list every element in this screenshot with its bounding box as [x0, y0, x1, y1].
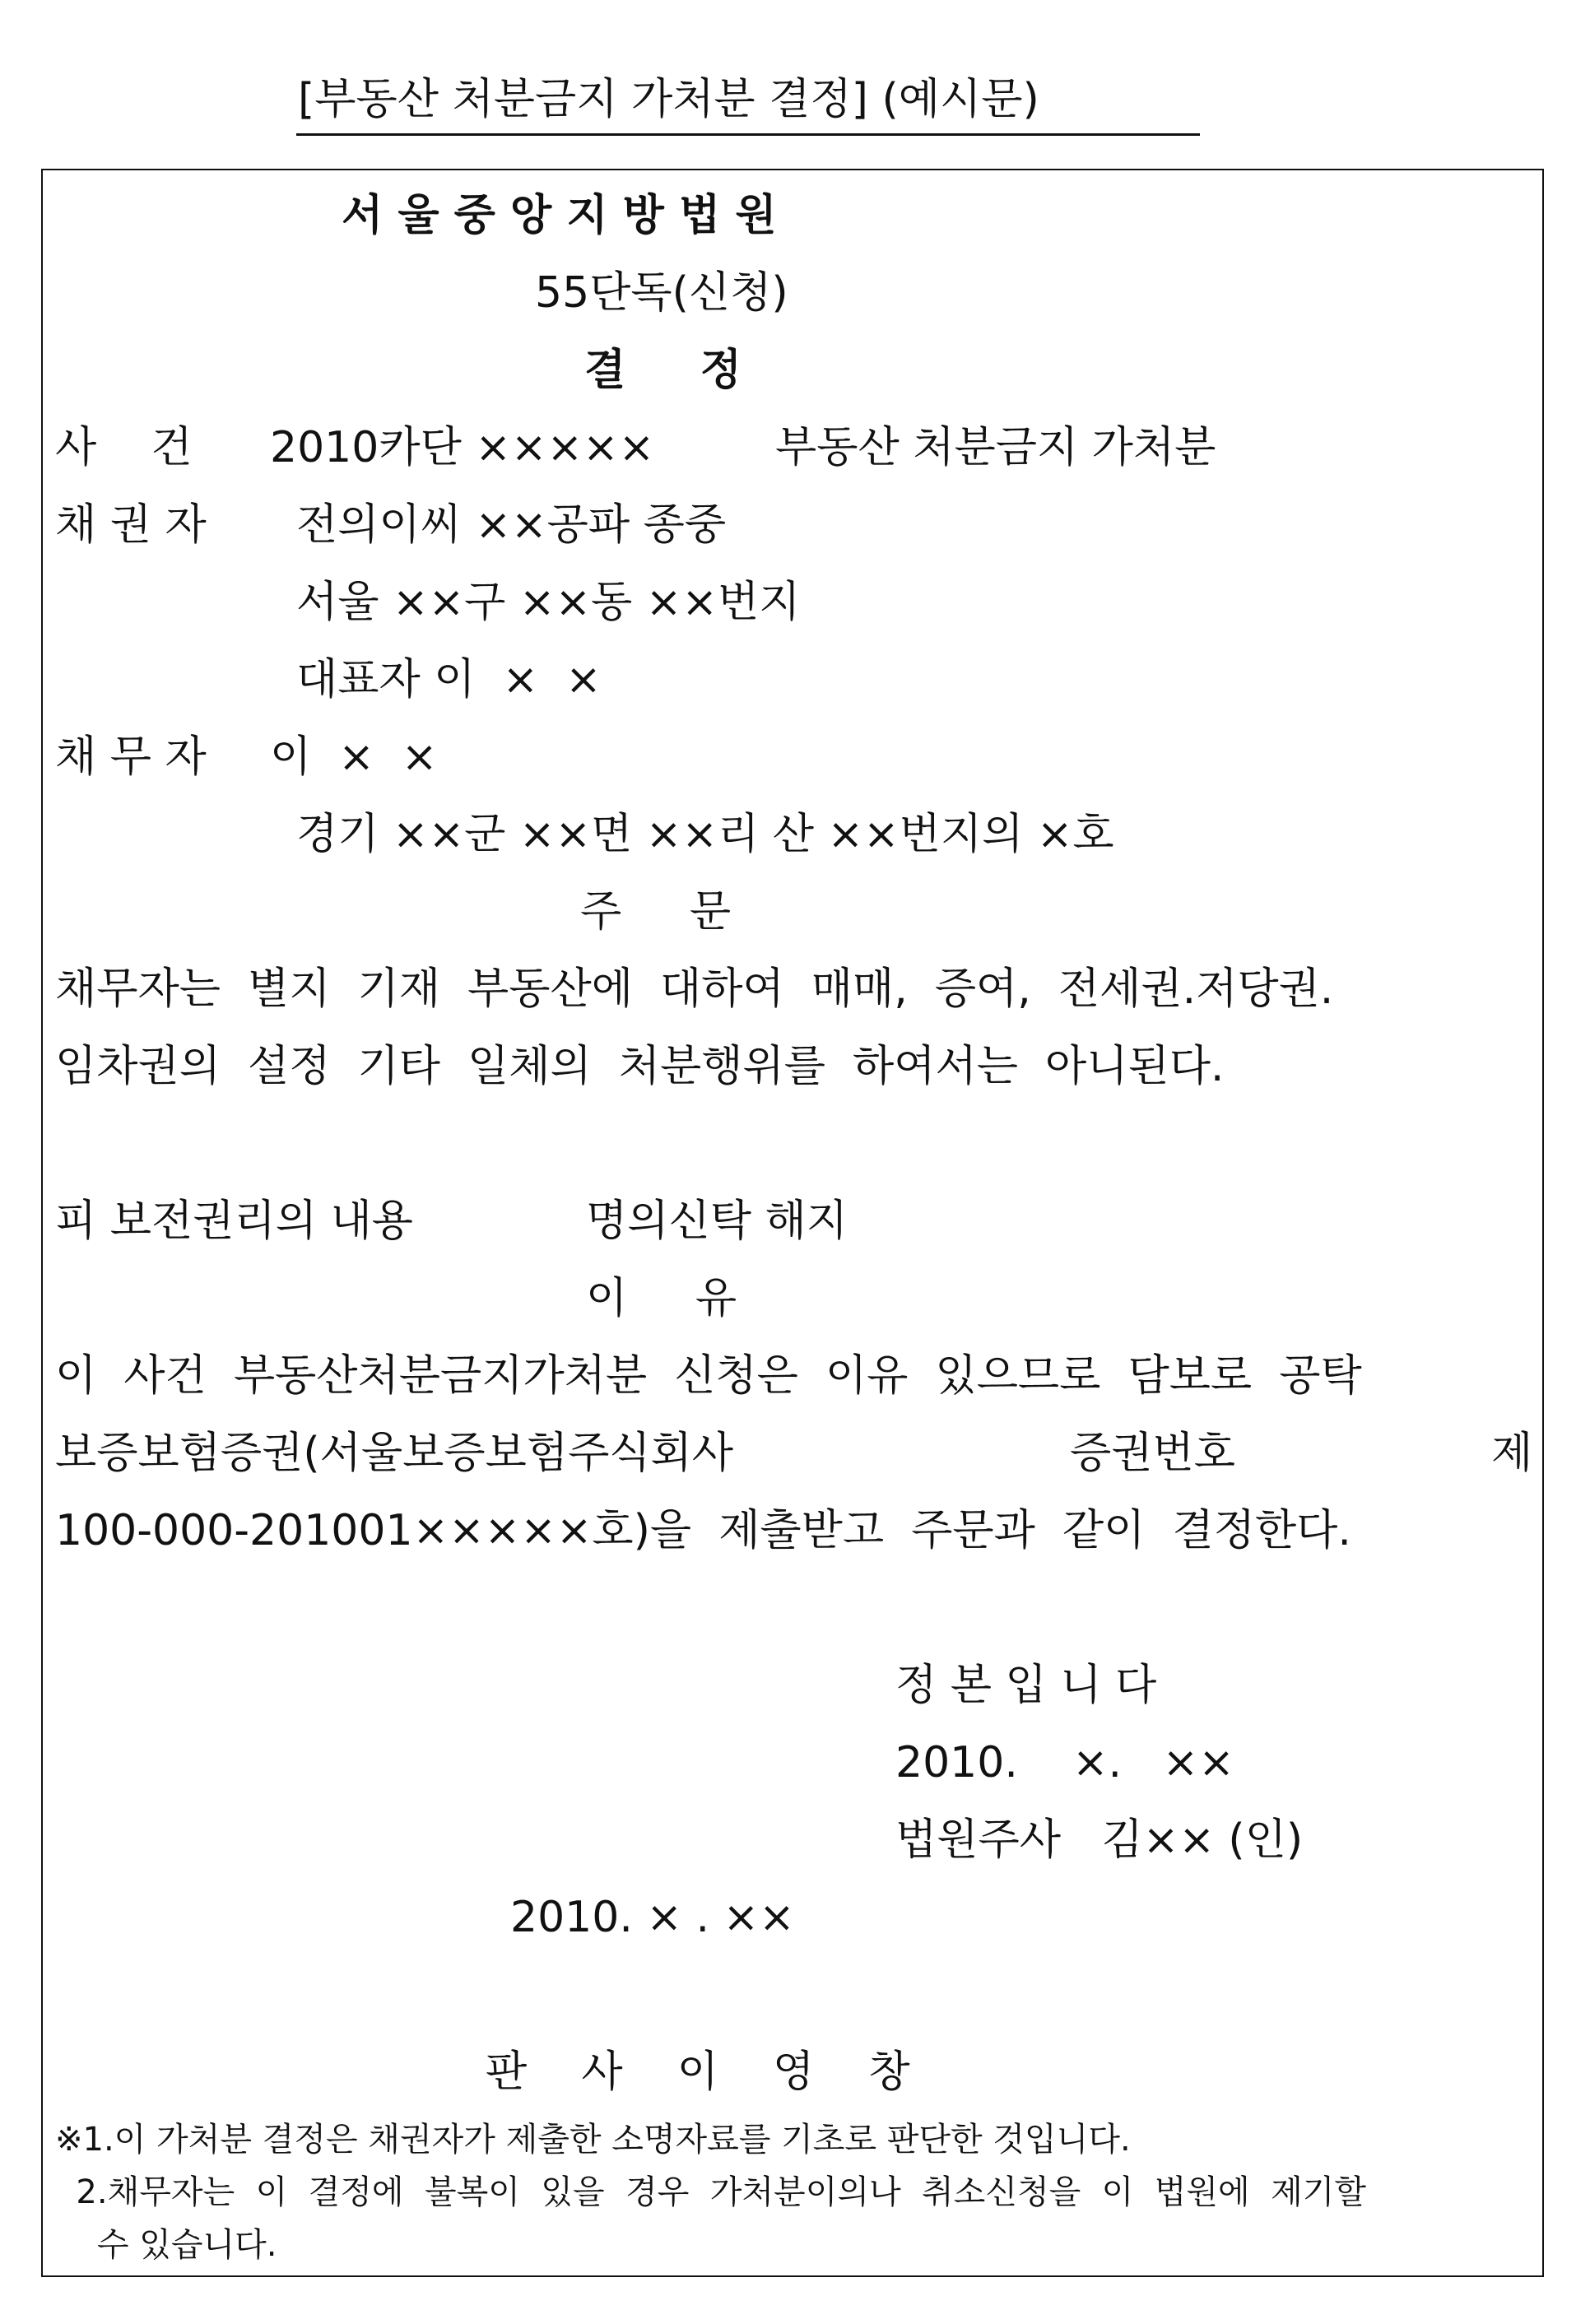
reason-line: 100-000-201001×××××호)을 제출받고 주문과 같이 결정한다.	[55, 1506, 1351, 1555]
debtor-label: 채 무 자	[55, 732, 207, 782]
certified-copy-stamp: 정 본 입 니 다	[895, 1661, 1157, 1710]
certification-date: 2010. ×. ××	[895, 1738, 1234, 1787]
reason-heading: 이 유	[586, 1274, 737, 1323]
court-division: 55단독(신청)	[535, 268, 788, 318]
case-label: 사 건	[55, 423, 193, 472]
reason-line: 증권번호	[1070, 1429, 1235, 1478]
debtor-name: 이 × ×	[270, 732, 438, 782]
creditor-label: 채 권 자	[55, 500, 207, 550]
court-name: 서 울 중 앙 지 방 법 원	[342, 191, 777, 240]
judge-name: 판 사 이 영 창	[486, 2047, 910, 2097]
order-line: 임차권의 설정 기타 일체의 처분행위를 하여서는 아니된다.	[55, 1042, 1225, 1091]
title-underline	[296, 133, 1200, 136]
document-title: [부동산 처분금지 가처분 결정] (예시문)	[298, 75, 1039, 124]
reason-line: 이 사건 부동산처분금지가처분 신청은 이유 있으므로 담보로 공탁	[55, 1351, 1362, 1401]
order-heading: 주 문	[580, 887, 732, 937]
debtor-address: 경기 ××군 ××면 ××리 산 ××번지의 ×호	[296, 810, 1114, 859]
footnote: ※1.이 가처분 결정은 채권자가 제출한 소명자료를 기초로 판단한 것입니다.	[55, 2121, 1131, 2159]
order-line: 채무자는 별지 기재 부동산에 대하여 매매, 증여, 전세권.저당권.	[55, 964, 1334, 1014]
creditor-representative: 대표자 이 × ×	[296, 655, 602, 704]
court-clerk: 법원주사 김×× (인)	[895, 1815, 1304, 1865]
case-name: 부동산 처분금지 가처분	[775, 423, 1216, 472]
reason-line: 제	[1491, 1429, 1533, 1478]
case-number: 2010카단 ×××××	[270, 423, 655, 472]
creditor-address: 서울 ××구 ××동 ××번지	[296, 578, 801, 627]
creditor-name: 전의이씨 ××공파 종중	[296, 500, 727, 550]
reason-line: 보증보험증권(서울보증보험주식회사	[55, 1429, 733, 1478]
decision-date: 2010. × . ××	[510, 1893, 795, 1942]
preserved-right-label: 피 보전권리의 내용	[55, 1197, 413, 1246]
footnote: 2.채무자는 이 결정에 불복이 있을 경우 가처분이의나 취소신청을 이 법원에 제기할	[55, 2173, 1367, 2211]
footnote: 수 있습니다.	[55, 2226, 277, 2264]
preserved-right-value: 명의신탁 해지	[586, 1197, 848, 1246]
decision-heading: 결 정	[584, 346, 742, 395]
